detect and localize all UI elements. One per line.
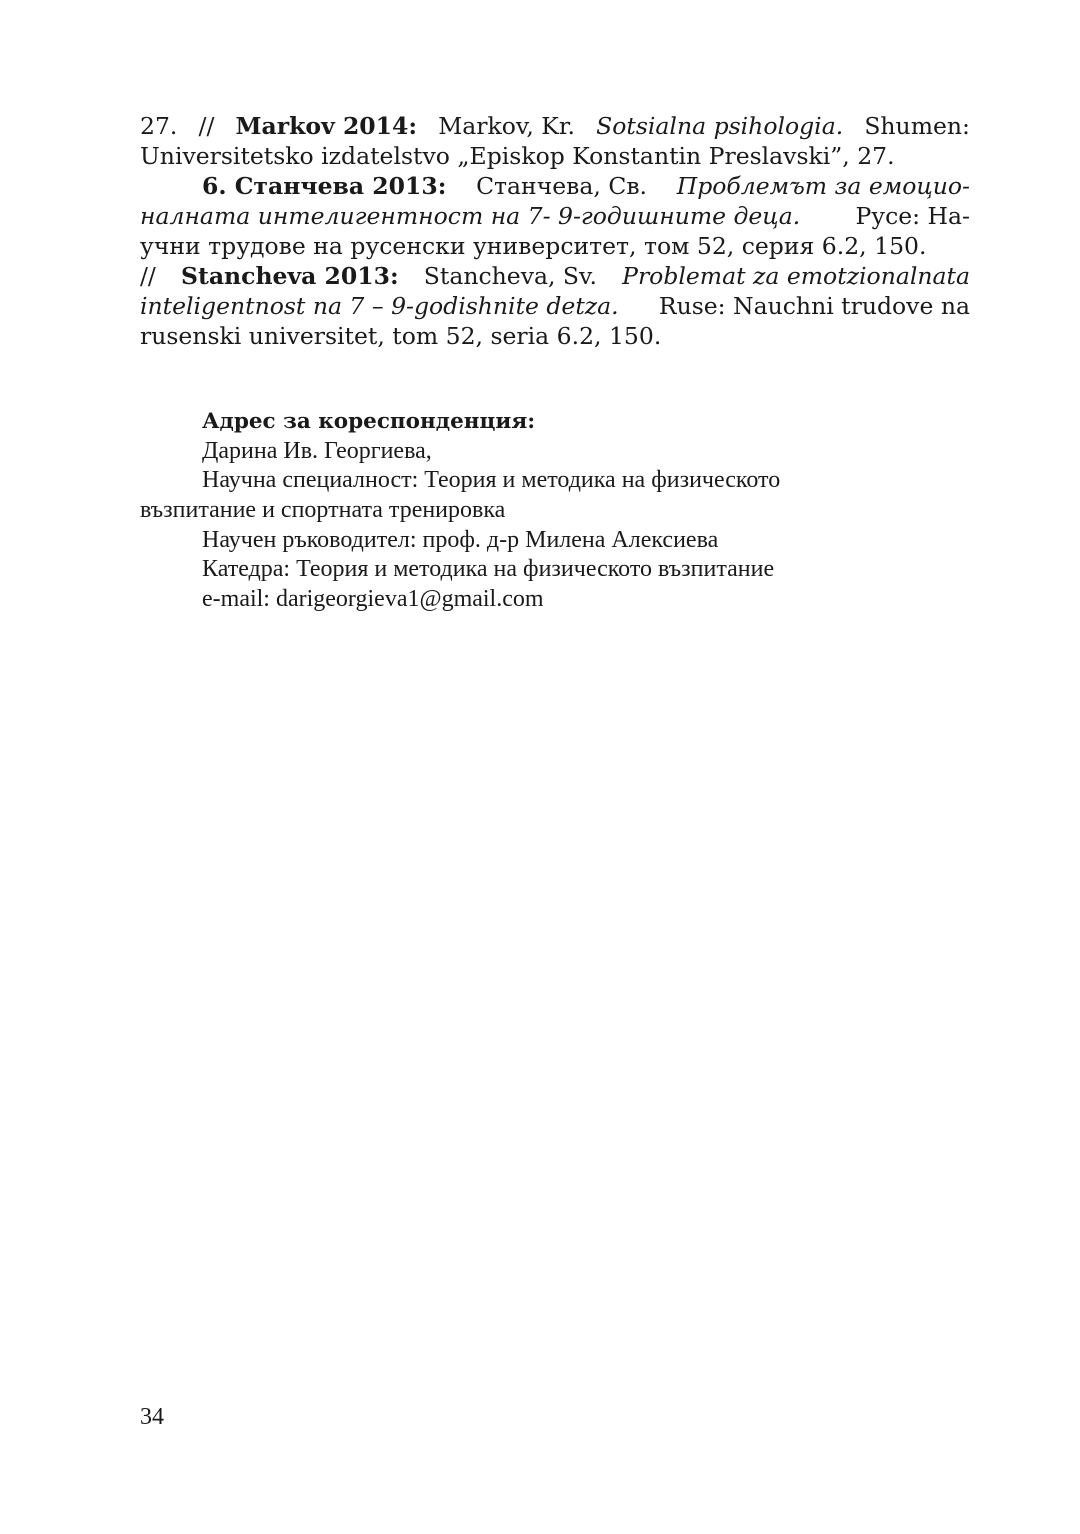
reference-title: Problemat za emotzionalnata <box>622 262 970 290</box>
correspondence-address-section <box>140 407 970 615</box>
reference-number: 27. <box>140 112 178 140</box>
reference-publisher: Русе: На- <box>855 202 970 230</box>
author-name: Дарина Ив. Георгиева, <box>202 437 432 464</box>
reference-stancheva-line-6: rusenski universitet, tom 52, seria 6.2, 150. <box>140 322 662 350</box>
reference-title: налната интелигентност на 7- 9-годишните деца. <box>140 202 801 230</box>
reference-author-key: 6. Станчева 2013: <box>202 172 447 200</box>
reference-author: Markov, Kr. <box>438 112 575 140</box>
reference-title: inteligentnost na 7 – 9-godishnite detza. <box>140 292 619 320</box>
reference-author: Stancheva, Sv. <box>423 262 597 290</box>
reference-stancheva-line-4 <box>140 261 970 291</box>
reference-title: Проблемът за емоцио- <box>676 172 970 200</box>
reference-author-key: Markov 2014: <box>235 112 418 140</box>
references-section <box>140 111 970 351</box>
reference-markov-line-2: Universitetsko izdatelstvo „Episkop Konstantin Preslavski”, 27. <box>140 142 895 170</box>
reference-title: Sotsialna psihologia. <box>596 112 844 140</box>
reference-author: Станчева, Св. <box>476 172 648 200</box>
reference-separator: // <box>140 262 156 290</box>
reference-stancheva-line-5 <box>140 291 970 321</box>
reference-city: Shumen: <box>864 112 970 140</box>
reference-stancheva-line-2 <box>140 201 970 231</box>
reference-stancheva-line-3: учни трудове на русенски университет, том 52, серия 6.2, 150. <box>140 232 927 260</box>
page-number: 34 <box>140 1404 164 1430</box>
address-heading: Адрес за кореспонденция: <box>202 409 536 434</box>
specialty-line-1: Научна специалност: Теория и методика на физическото <box>202 467 781 494</box>
reference-markov-line-1 <box>140 111 970 141</box>
reference-separator: // <box>198 112 215 140</box>
email-address: e-mail: darigeorgieva1@gmail.com <box>202 586 544 613</box>
specialty-line-2: възпитание и спортната тренировка <box>140 497 506 524</box>
reference-stancheva-line-1 <box>140 171 970 201</box>
supervisor: Научен ръководител: проф. д-р Милена Алексиева <box>202 526 719 553</box>
reference-publisher: Ruse: Nauchni trudove na <box>658 292 970 320</box>
reference-author-key: Stancheva 2013: <box>181 262 399 290</box>
department: Катедра: Теория и методика на физическото възпитание <box>202 556 775 583</box>
